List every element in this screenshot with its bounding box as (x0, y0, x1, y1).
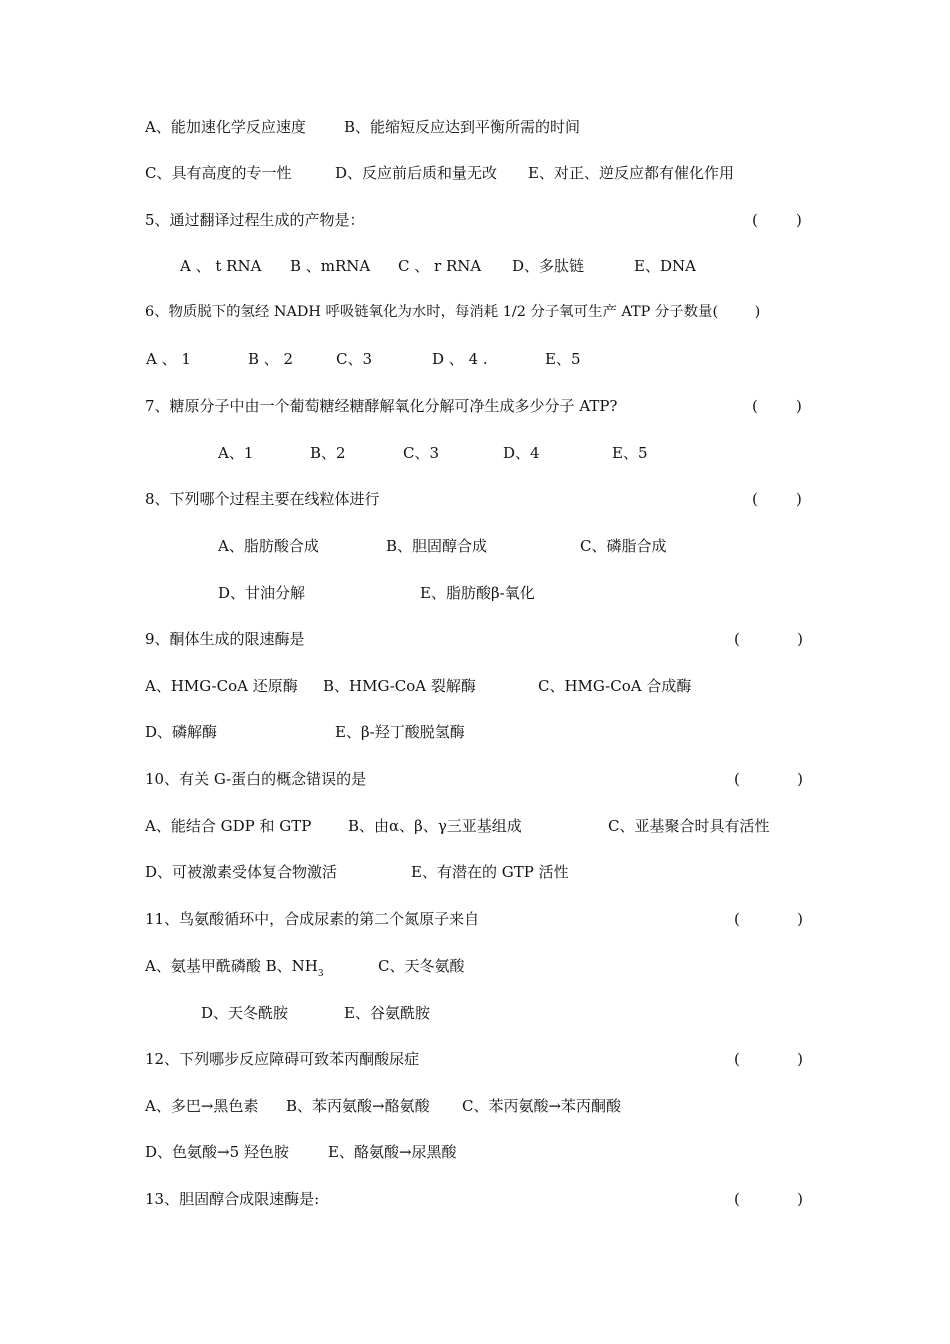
q9-option-e: E、β-羟丁酸脱氢酶 (335, 723, 465, 741)
q8-option-a: A、脂肪酸合成 (218, 537, 319, 555)
q8-option-e: E、脂肪酸β-氧化 (420, 584, 535, 602)
q11-option-a-b-text: A、氨基甲酰磷酸 B、NH (145, 957, 318, 975)
q12-option-d: D、色氨酸→5 羟色胺 (145, 1143, 289, 1161)
answer-blank-12: ( ) (734, 1050, 803, 1068)
q9-option-a: A、HMG-CoA 还原酶 (145, 677, 298, 695)
q12-option-e: E、酪氨酸→尿黑酸 (328, 1143, 457, 1161)
q11-option-a-b (145, 956, 324, 984)
q7-option-c: C、3 (403, 444, 440, 462)
q4-option-c: C、具有高度的专一性 (145, 164, 292, 182)
question-9: 9、酮体生成的限速酶是 (145, 630, 305, 648)
answer-blank-11: ( ) (734, 910, 803, 928)
q12-option-b: B、苯丙氨酸→酪氨酸 (286, 1097, 430, 1115)
q6-option-c: C、3 (336, 350, 373, 368)
q6-option-b: B 、 2 (248, 350, 294, 368)
q6-option-d: D 、 4 . (432, 350, 488, 368)
question-10: 10、有关 G-蛋白的概念错误的是 (145, 770, 367, 788)
q7-option-a: A、1 (218, 444, 254, 462)
answer-blank-5: ( ) (752, 211, 802, 229)
q10-option-e: E、有潜在的 GTP 活性 (411, 863, 569, 881)
q7-option-e: E、5 (612, 444, 648, 462)
q5-option-b: B 、mRNA (290, 257, 371, 275)
q4-option-e: E、对正、逆反应都有催化作用 (528, 164, 734, 182)
q6-option-a: A 、 1 (146, 350, 191, 368)
question-7: 7、糖原分子中由一个葡萄糖经糖酵解氧化分解可净生成多少分子 ATP? (145, 397, 618, 415)
q10-option-d: D、可被激素受体复合物激活 (145, 863, 338, 881)
q12-option-c: C、苯丙氨酸→苯丙酮酸 (462, 1097, 622, 1115)
question-8: 8、下列哪个过程主要在线粒体进行 (145, 490, 380, 508)
q8-option-d: D、甘油分解 (218, 584, 306, 602)
answer-blank-7: ( ) (752, 397, 802, 415)
q4-option-b: B、能缩短反应达到平衡所需的时间 (344, 118, 581, 136)
q11-option-c: C、天冬氨酸 (378, 957, 465, 975)
question-12: 12、下列哪步反应障碍可致苯丙酮酸尿症 (145, 1050, 420, 1068)
q9-option-b: B、HMG-CoA 裂解酶 (323, 677, 476, 695)
answer-blank-13: ( ) (734, 1190, 803, 1208)
question-5: 5、通过翻译过程生成的产物是： (145, 211, 365, 229)
question-6: 6、物质脱下的氢经 NADH 呼吸链氧化为水时，每消耗 1/2 分子氧可生产 ATP 分子数量( ) (145, 304, 761, 320)
q5-option-c: C 、 r RNA (398, 257, 482, 275)
q11-option-d: D、天冬酰胺 (201, 1004, 289, 1022)
q9-option-d: D、磷解酶 (145, 723, 218, 741)
q10-option-c: C、亚基聚合时具有活性 (608, 817, 770, 835)
nh3-subscript: 3 (317, 969, 324, 979)
q5-option-d: D、多肽链 (512, 257, 585, 275)
q4-option-d: D、反应前后质和量无改 (335, 164, 498, 182)
question-11: 11、鸟氨酸循环中，合成尿素的第二个氮原子来自 (145, 910, 480, 928)
answer-blank-8: ( ) (752, 490, 802, 508)
q8-option-c: C、磷脂合成 (580, 537, 667, 555)
q7-option-b: B、2 (310, 444, 346, 462)
q10-option-a: A、能结合 GDP 和 GTP (145, 817, 312, 835)
q5-option-e: E、DNA (634, 257, 696, 275)
q9-option-c: C、HMG-CoA 合成酶 (538, 677, 692, 695)
answer-blank-9: ( ) (734, 630, 803, 648)
q8-option-b: B、胆固醇合成 (386, 537, 488, 555)
q6-option-e: E、5 (545, 350, 581, 368)
q4-option-a: A、能加速化学反应速度 (145, 118, 306, 136)
q5-option-a: A 、 t RNA (180, 257, 262, 275)
question-13: 13、胆固醇合成限速酶是: (145, 1190, 320, 1208)
answer-blank-10: ( ) (734, 770, 803, 788)
q12-option-a: A、多巴→黑色素 (145, 1097, 259, 1115)
q7-option-d: D、4 (503, 444, 540, 462)
q11-option-e: E、谷氨酰胺 (344, 1004, 430, 1022)
q10-option-b: B、由α、β、γ三亚基组成 (348, 817, 522, 835)
